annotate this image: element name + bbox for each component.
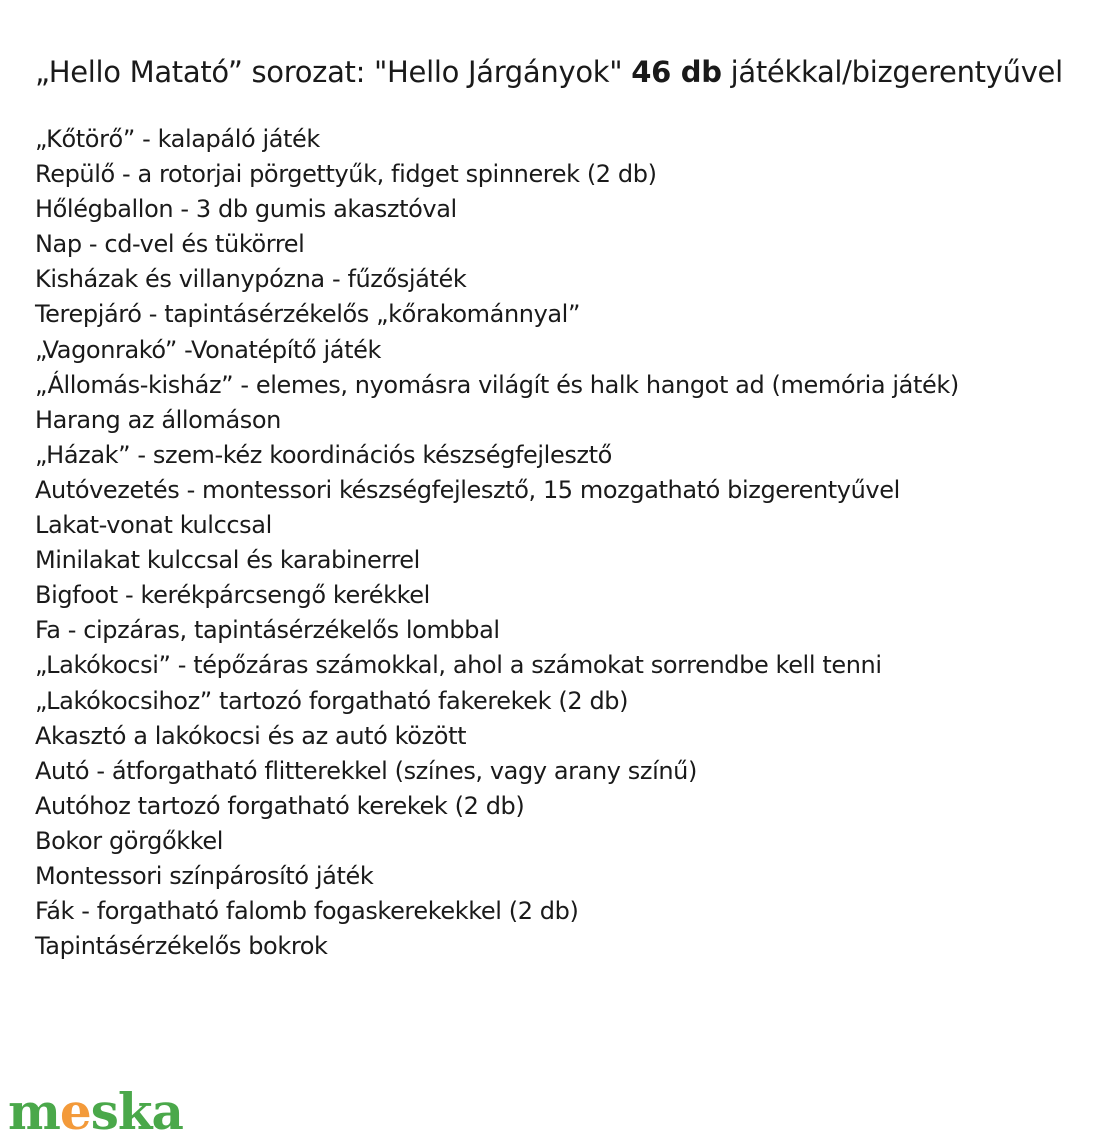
logo-part-m: m [8, 1082, 60, 1141]
title-suffix: játékkal/bizgerentyűvel [721, 55, 1063, 89]
item-list [35, 122, 959, 964]
list-item: Nap - cd-vel és tükörrel [35, 230, 305, 259]
list-item: Autóvezetés - montessori készségfejlesztő, 15 mozgatható bizgerentyűvel [35, 475, 900, 504]
list-item: Hőlégballon - 3 db gumis akasztóval [35, 195, 457, 224]
list-item: Bokor görgőkkel [35, 826, 224, 855]
list-item: Tapintásérzékelős bokrok [35, 932, 328, 961]
list-item: Harang az állomáson [35, 405, 281, 434]
list-item: „Lakókocsi” - tépőzáras számokkal, ahol a számokat sorrendbe kell tenni [35, 651, 882, 680]
list-item: Bigfoot - kerékpárcsengő kerékkel [35, 581, 430, 610]
list-item: Fa - cipzáras, tapintásérzékelős lombbal [35, 616, 500, 645]
logo-part-e: e [59, 1082, 91, 1141]
list-item: „Állomás-kisház” - elemes, nyomásra világít és halk hangot ad (memória játék) [35, 370, 959, 399]
list-item: „Lakókocsihoz” tartozó forgatható fakerekek (2 db) [35, 686, 629, 715]
list-item: Autó - átforgatható flitterekkel (színes, vagy arany színű) [35, 756, 697, 785]
list-item: Minilakat kulccsal és karabinerrel [35, 546, 420, 575]
list-item: Montessori színpárosító játék [35, 861, 374, 890]
list-item: Akasztó a lakókocsi és az autó között [35, 721, 467, 750]
list-item: Lakat-vonat kulccsal [35, 511, 272, 540]
list-item: Kisházak és villanypózna - fűzősjáték [35, 265, 467, 294]
list-item: Repülő - a rotorjai pörgettyűk, fidget spinnerek (2 db) [35, 160, 657, 189]
title-prefix: „Hello Matató” sorozat: "Hello Járgányok" [35, 55, 632, 89]
logo-part-ska: ska [90, 1082, 183, 1141]
list-item: „Házak” - szem-kéz koordinációs készségfejlesztő [35, 440, 612, 469]
list-item: Fák - forgatható falomb fogaskerekekkel (2 db) [35, 897, 579, 926]
meska-logo [8, 1082, 183, 1142]
page-title [35, 52, 1063, 92]
list-item: Autóhoz tartozó forgatható kerekek (2 db) [35, 791, 525, 820]
title-count: 46 db [631, 55, 722, 89]
list-item: „Kőtörő” - kalapáló játék [35, 125, 320, 153]
list-item: „Vagonrakó” -Vonatépítő játék [35, 335, 381, 364]
list-item: Terepjáró - tapintásérzékelős „kőrakománnyal” [35, 300, 580, 329]
